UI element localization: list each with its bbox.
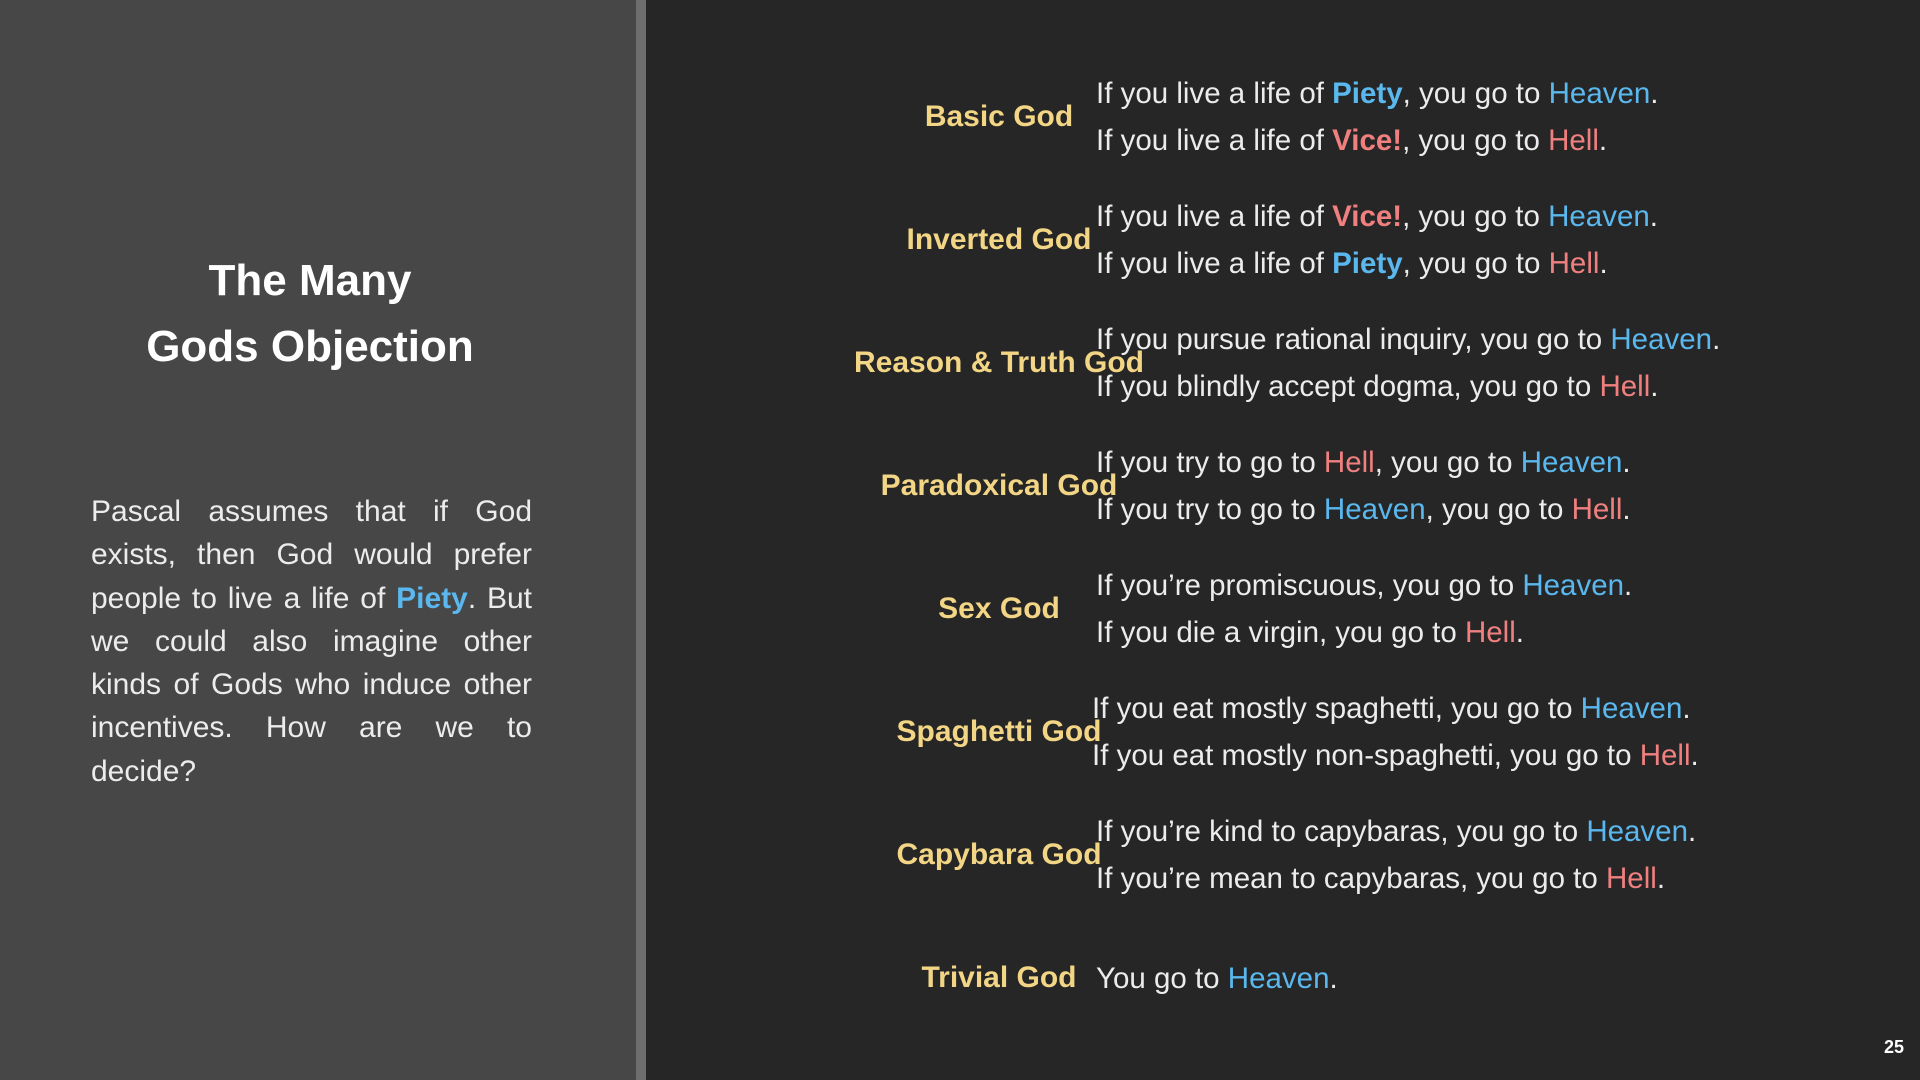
god-name: Spaghetti God xyxy=(896,715,1102,748)
rule-text: If you die a virgin, you go to xyxy=(1096,616,1465,649)
god-rules xyxy=(1096,438,1916,534)
slide-title-line-1: The Many xyxy=(208,256,412,305)
rule-text: . xyxy=(1622,493,1631,526)
slide-title xyxy=(60,248,560,380)
rule-text: If you blindly accept dogma, you go to xyxy=(1096,370,1600,403)
hell-word: Hell xyxy=(1639,739,1691,772)
heaven-word: Heaven xyxy=(1610,323,1713,356)
rule-text: If you try to go to xyxy=(1096,493,1324,526)
rule-line xyxy=(1096,70,1916,117)
hell-word: Hell xyxy=(1548,124,1599,157)
rule-line xyxy=(1096,486,1916,533)
page-number: 25 xyxy=(1883,1037,1904,1057)
god-row xyxy=(646,69,1920,165)
rule-text: , you go to xyxy=(1402,77,1549,110)
rule-text: If you pursue rational inquiry, you go to xyxy=(1096,323,1611,356)
god-row xyxy=(646,684,1920,780)
rule-line xyxy=(1096,316,1916,363)
hell-word: Hell xyxy=(1571,493,1623,526)
rule-text: If you eat mostly spaghetti, you go to xyxy=(1092,692,1581,725)
rule-text: . xyxy=(1682,692,1691,725)
god-name: Basic God xyxy=(924,100,1074,133)
god-name: Paradoxical God xyxy=(880,469,1118,502)
rule-text: . xyxy=(1599,247,1608,280)
rule-line xyxy=(1096,117,1916,164)
rule-line xyxy=(1096,955,1916,1002)
rule-text: . xyxy=(1649,200,1658,233)
rule-line xyxy=(1096,193,1916,240)
piety-word: Piety xyxy=(1332,247,1403,280)
rule-text: . xyxy=(1329,961,1338,995)
god-rules xyxy=(1096,930,1916,1026)
hell-word: Hell xyxy=(1599,370,1651,403)
rule-text: . xyxy=(1656,862,1666,895)
rule-text: , you go to xyxy=(1374,446,1521,479)
rule-line xyxy=(1096,363,1916,410)
god-rules xyxy=(1092,684,1912,780)
god-row xyxy=(646,192,1920,288)
rule-text: . xyxy=(1688,815,1697,848)
rule-text: If you’re kind to capybaras, you go to xyxy=(1096,815,1587,848)
rule-line xyxy=(1092,685,1912,732)
rule-text: , you go to xyxy=(1402,124,1549,157)
rule-text: . xyxy=(1650,77,1659,110)
left-panel xyxy=(0,0,636,1080)
rule-line xyxy=(1096,439,1916,486)
god-row xyxy=(646,930,1920,1026)
rule-text: . xyxy=(1622,446,1631,479)
vice-word: Vice! xyxy=(1332,200,1403,233)
heaven-word: Heaven xyxy=(1323,493,1426,526)
god-rules xyxy=(1096,561,1916,657)
rule-text: If you’re promiscuous, you go to xyxy=(1096,569,1523,602)
god-rules xyxy=(1096,315,1916,411)
rule-text: , you go to xyxy=(1402,200,1549,233)
slide-title-line-2: Gods Objection xyxy=(146,322,474,371)
rule-line xyxy=(1096,562,1916,609)
god-rules xyxy=(1096,69,1916,165)
god-row xyxy=(646,438,1920,534)
heaven-word: Heaven xyxy=(1520,446,1623,479)
god-rules xyxy=(1096,807,1916,903)
rule-line xyxy=(1096,240,1916,287)
rule-text: If you live a life of xyxy=(1096,247,1333,280)
god-row xyxy=(646,561,1920,657)
hell-word: Hell xyxy=(1323,446,1375,479)
god-name: Sex God xyxy=(938,592,1060,625)
god-name: Inverted God xyxy=(906,223,1092,256)
rule-text: . xyxy=(1712,323,1721,356)
rule-line xyxy=(1096,855,1916,902)
rule-text: If you eat mostly non-spaghetti, you go to xyxy=(1092,739,1640,772)
rule-text: . xyxy=(1650,370,1659,403)
god-row xyxy=(646,315,1920,411)
piety-word: Piety xyxy=(1332,77,1403,110)
intro-text-before: Pascal assumes that if God exists, then God would prefer people to live a life of xyxy=(91,495,532,615)
rule-text: . xyxy=(1624,569,1633,602)
rule-line xyxy=(1096,609,1916,656)
intro-paragraph xyxy=(91,490,532,793)
intro-piety-highlight: Piety xyxy=(396,581,468,615)
rule-text: If you live a life of xyxy=(1096,200,1333,233)
rule-line xyxy=(1096,808,1916,855)
vice-word: Vice! xyxy=(1332,124,1403,157)
heaven-word: Heaven xyxy=(1580,692,1683,725)
rule-line xyxy=(1092,732,1912,779)
rule-text: , you go to xyxy=(1425,493,1572,526)
heaven-word: Heaven xyxy=(1227,961,1330,995)
heaven-word: Heaven xyxy=(1586,815,1688,848)
panel-divider xyxy=(636,0,646,1080)
heaven-word: Heaven xyxy=(1522,569,1625,602)
god-row xyxy=(646,807,1920,903)
rule-text: You go to xyxy=(1096,961,1228,995)
rule-text: If you try to go to xyxy=(1096,446,1324,479)
god-name: Trivial God xyxy=(921,961,1077,994)
hell-word: Hell xyxy=(1548,247,1600,280)
intro-text-after: . But we could also imagine other kinds of Gods who induce other incentives. How are we to decide? xyxy=(91,581,532,788)
rule-text: . xyxy=(1598,124,1608,157)
rule-text: . xyxy=(1515,616,1524,649)
rule-text: If you live a life of xyxy=(1096,77,1333,110)
hell-word: Hell xyxy=(1605,862,1657,895)
god-name: Capybara God xyxy=(896,838,1102,871)
heaven-word: Heaven xyxy=(1548,200,1650,233)
god-name: Reason & Truth God xyxy=(853,346,1144,379)
hell-word: Hell xyxy=(1464,616,1516,649)
rule-text: If you’re mean to capybaras, you go to xyxy=(1096,862,1606,895)
rule-text: . xyxy=(1690,739,1699,772)
heaven-word: Heaven xyxy=(1548,77,1651,110)
rule-text: , you go to xyxy=(1402,247,1549,280)
rule-text: If you live a life of xyxy=(1096,124,1333,157)
god-rules xyxy=(1096,192,1916,288)
